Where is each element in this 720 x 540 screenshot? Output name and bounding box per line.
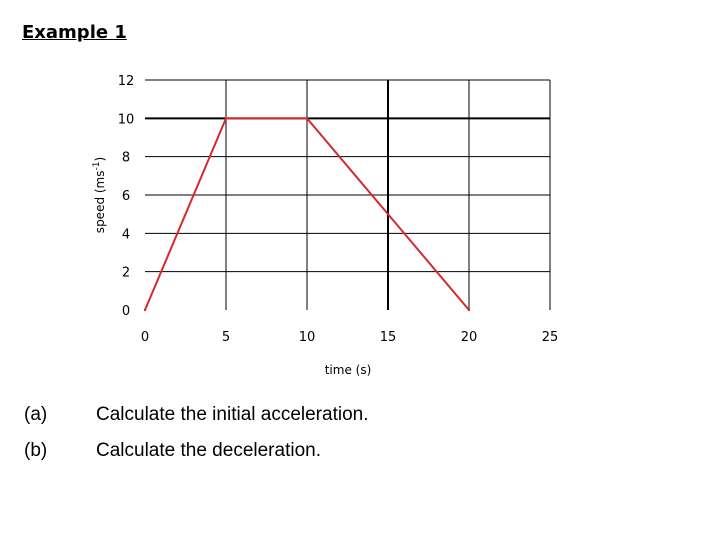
question-b-label: (b) (24, 440, 48, 461)
y-axis-label: speed $(ms^{-1})$ (92, 156, 107, 234)
x-tick-label: 10 (298, 330, 316, 345)
page-title: Example 1 (22, 22, 127, 43)
x-tick-label: 0 (140, 330, 150, 345)
y-tick-label: 4 (121, 227, 131, 243)
x-axis-label: time (s) (324, 363, 372, 377)
y-tick-label: 2 (121, 265, 131, 281)
question-a-text: Calculate the initial acceleration. (96, 404, 369, 425)
data-point (144, 309, 146, 311)
x-tick-label: 25 (541, 330, 559, 345)
y-tick-label: 10 (117, 112, 135, 128)
question-b (24, 440, 321, 462)
x-tick-label: 5 (221, 330, 231, 345)
y-tick-label: 12 (117, 74, 135, 89)
question-a-label: (a) (24, 404, 48, 425)
question-a (24, 404, 369, 426)
y-tick-label: 8 (121, 150, 131, 166)
x-tick-label: 15 (379, 330, 397, 345)
y-tick-label: 6 (121, 189, 131, 204)
data-point (225, 117, 227, 119)
data-point (468, 309, 470, 311)
x-tick-label: 20 (460, 330, 478, 345)
data-point (306, 117, 308, 119)
question-b-text: Calculate the deceleration. (96, 440, 321, 461)
y-tick-label: 0 (121, 304, 131, 319)
